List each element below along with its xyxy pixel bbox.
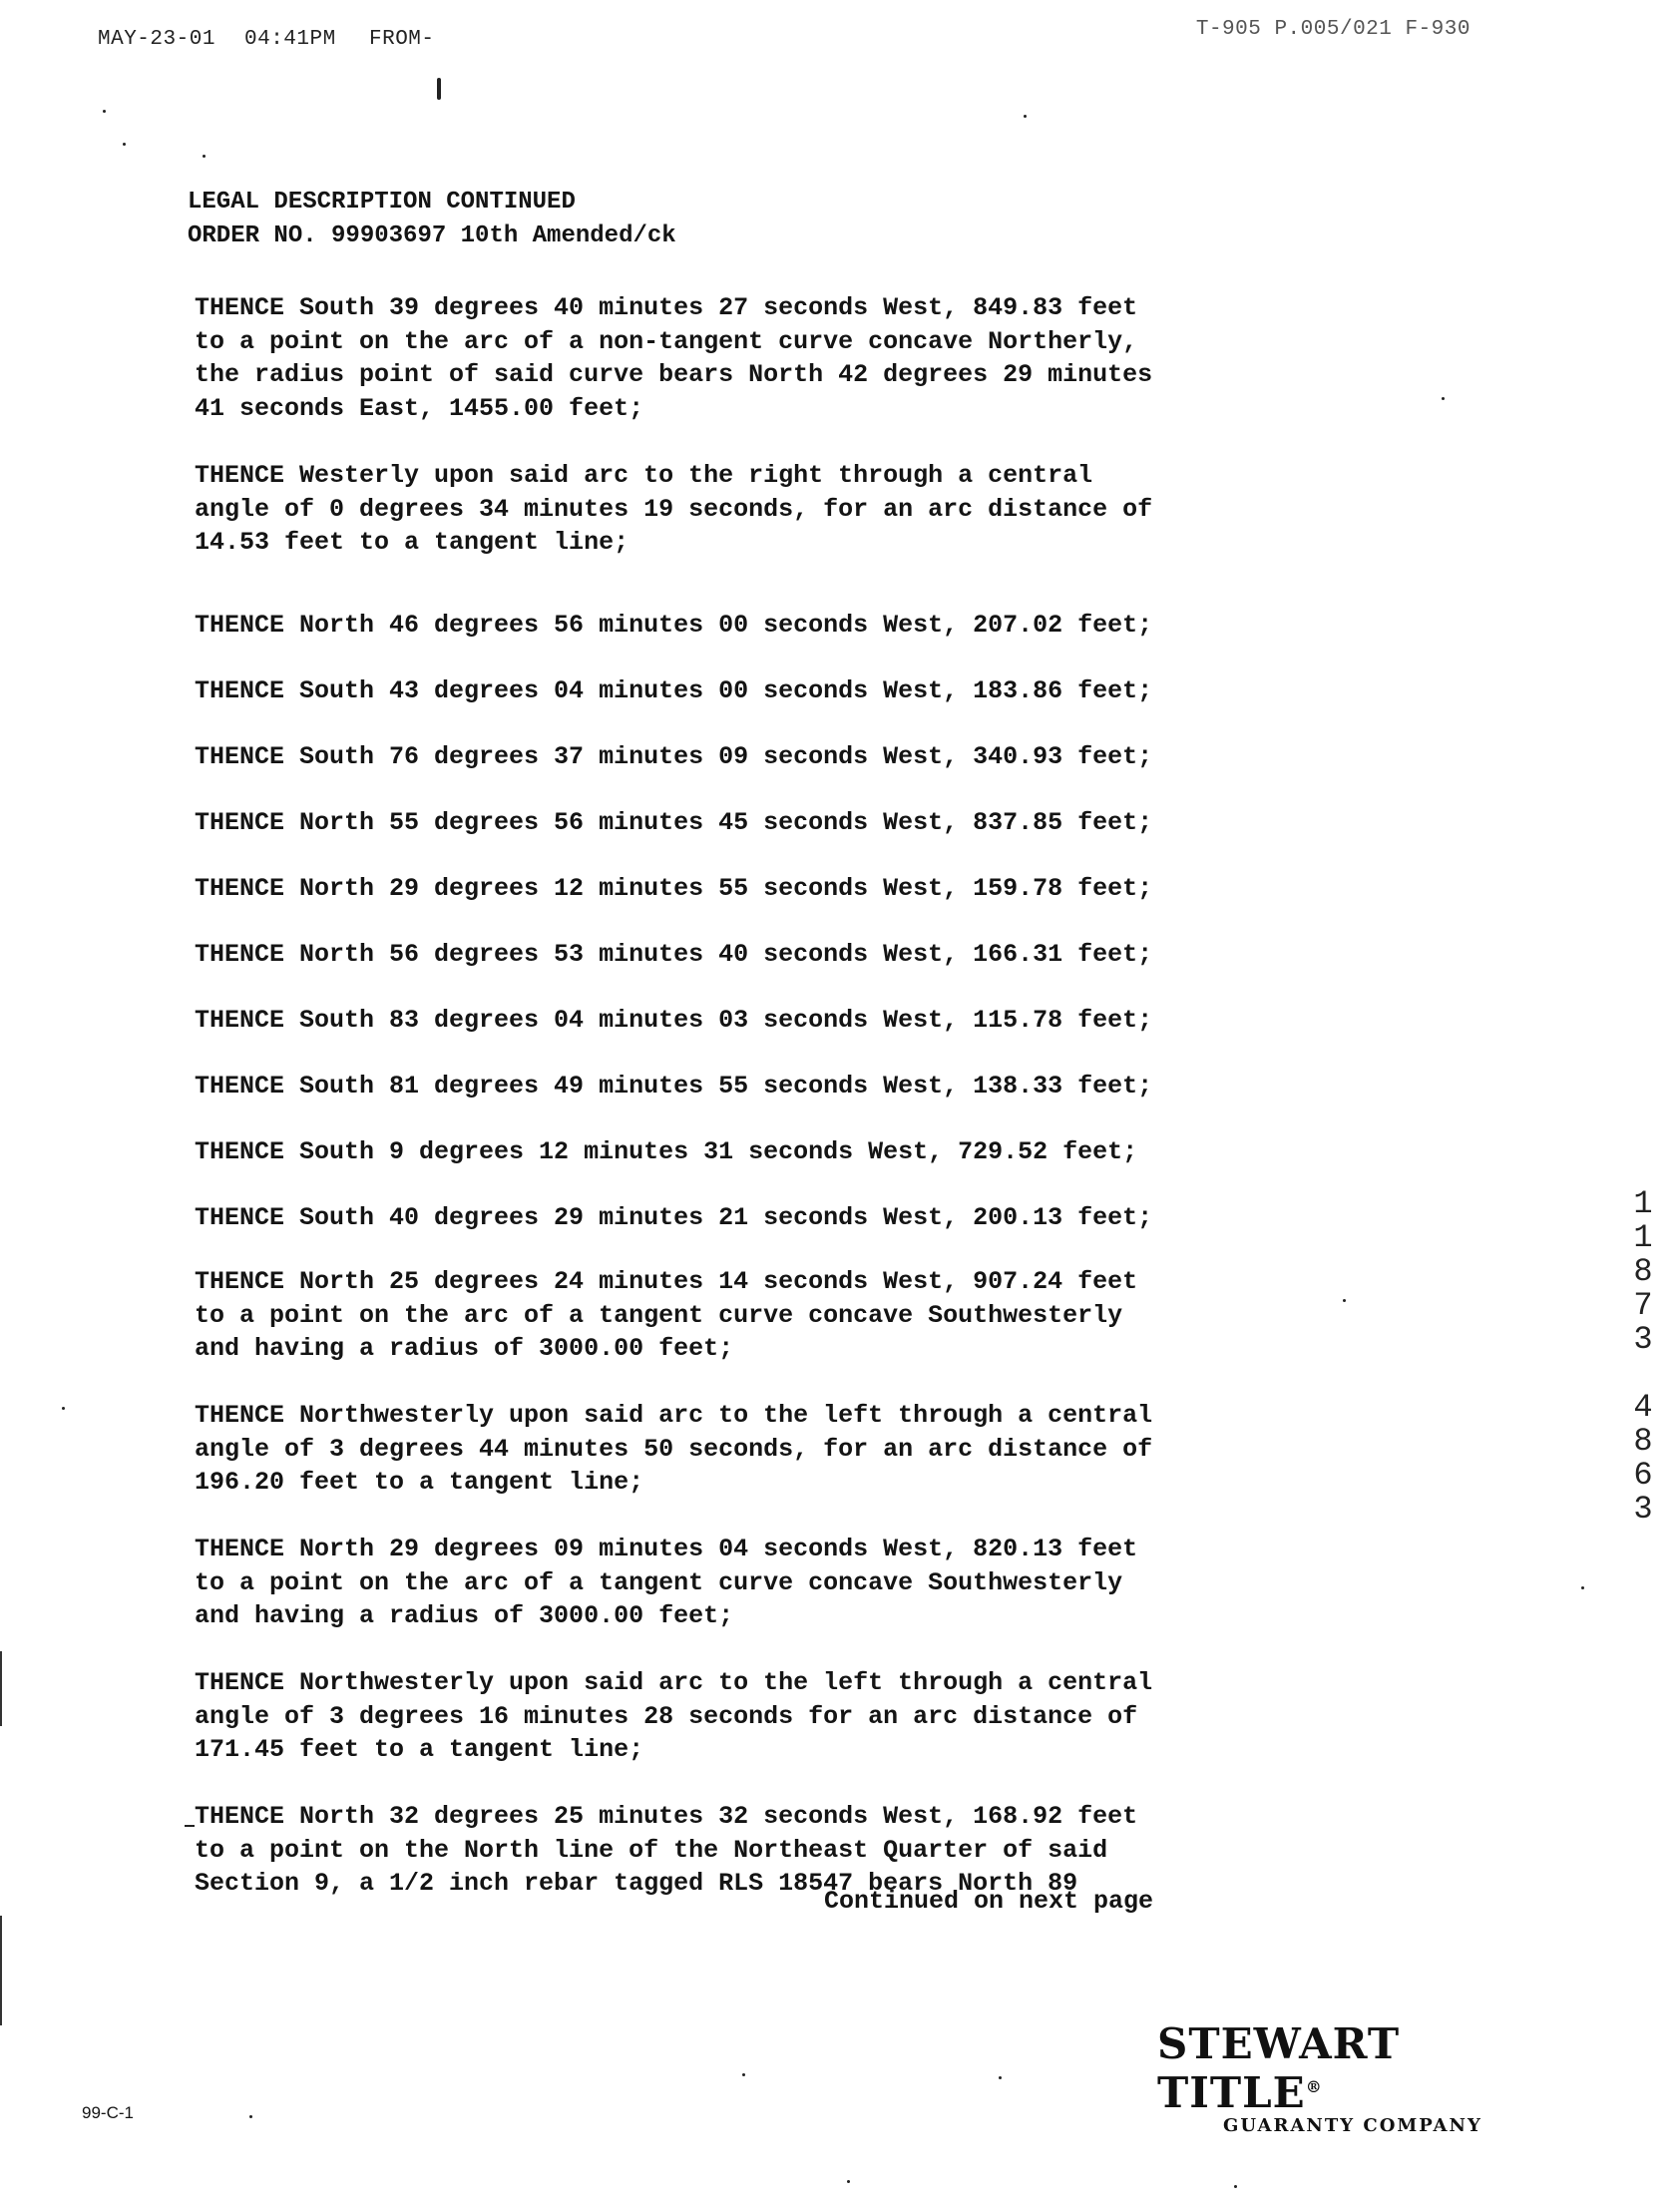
scan-speck [1343, 1299, 1346, 1302]
fax-from: FROM- [369, 28, 435, 51]
paragraph-line: Section 9, a 1/2 inch rebar tagged RLS 18547 bears North 89 [195, 1869, 1078, 1898]
paragraph-line: THENCE North 25 degrees 24 minutes 14 seconds West, 907.24 feet [195, 1267, 1138, 1296]
legal-paragraph [195, 674, 1272, 708]
legal-paragraph [195, 459, 1272, 560]
paragraph-line: angle of 0 degrees 34 minutes 19 seconds, for an arc distance of [195, 494, 1153, 524]
stewart-title-logo [1157, 2019, 1576, 2136]
paragraph-line: angle of 3 degrees 44 minutes 50 seconds, for an arc distance of [195, 1434, 1153, 1464]
side-number-digit: 6 [1633, 1457, 1653, 1494]
paragraph-line: to a point on the North line of the Northeast Quarter of said [195, 1835, 1108, 1865]
legal-paragraph [195, 872, 1272, 906]
continued-note: Continued on next page [824, 1887, 1154, 1916]
paragraph-line: THENCE South 39 degrees 40 minutes 27 seconds West, 849.83 feet [195, 293, 1138, 322]
logo-name [1157, 2019, 1576, 2117]
paragraph-line: THENCE Northwesterly upon said arc to the left through a central [195, 1668, 1153, 1697]
scan-speck [249, 2115, 252, 2118]
side-number-digit: 7 [1633, 1287, 1653, 1324]
paragraph-line: and having a radius of 3000.00 feet; [195, 1601, 734, 1630]
side-number-digit: 8 [1633, 1423, 1653, 1460]
paragraph-line: THENCE Westerly upon said arc to the right through a central [195, 461, 1093, 490]
legal-paragraph [195, 1666, 1272, 1767]
legal-paragraph [195, 1070, 1272, 1104]
paragraph-line: 14.53 feet to a tangent line; [195, 528, 630, 557]
paragraph-line: to a point on the arc of a non-tangent curve concave Northerly, [195, 326, 1138, 356]
paragraph-line: to a point on the arc of a tangent curve concave Southwesterly [195, 1567, 1123, 1597]
paragraph-line: THENCE North 29 degrees 09 minutes 04 seconds West, 820.13 feet [195, 1535, 1138, 1563]
legal-paragraph [195, 806, 1272, 840]
side-number-digit: 4 [1633, 1389, 1653, 1426]
legal-paragraph [195, 1533, 1272, 1633]
scan-speck [185, 1825, 195, 1827]
paragraph-line: 171.45 feet to a tangent line; [195, 1735, 644, 1764]
paragraph-line: THENCE South 43 degrees 04 minutes 00 seconds West, 183.86 feet; [195, 676, 1153, 705]
legal-paragraph [195, 938, 1272, 972]
scan-edge-line [0, 1916, 2, 2025]
form-code: 99-C-1 [82, 2103, 134, 2122]
scan-speck [103, 110, 106, 113]
legal-paragraph [195, 1800, 1272, 1901]
scan-edge-line [0, 1651, 2, 1726]
paragraph-line: THENCE North 32 degrees 25 minutes 32 seconds West, 168.92 feet [195, 1802, 1138, 1831]
fax-date: MAY-23-01 [98, 28, 215, 51]
paragraph-line: THENCE South 40 degrees 29 minutes 21 seconds West, 200.13 feet; [195, 1203, 1153, 1232]
scan-speck [62, 1407, 65, 1410]
paragraph-line: to a point on the arc of a tangent curve concave Southwesterly [195, 1300, 1123, 1330]
paragraph-line: THENCE Northwesterly upon said arc to the left through a central [195, 1401, 1153, 1430]
scan-speck [999, 2076, 1002, 2079]
paragraph-line: and having a radius of 3000.00 feet; [195, 1334, 734, 1363]
side-number-digit: 1 [1633, 1185, 1653, 1222]
fax-time: 04:41PM [244, 28, 336, 51]
legal-paragraph [195, 1135, 1272, 1169]
scan-speck [1024, 115, 1027, 118]
paragraph-line: THENCE North 46 degrees 56 minutes 00 seconds West, 207.02 feet; [195, 611, 1153, 640]
scan-speck [742, 2073, 745, 2076]
legal-paragraph [195, 291, 1272, 425]
side-number-digit: 1 [1633, 1219, 1653, 1256]
paragraph-line: angle of 3 degrees 16 minutes 28 seconds for an arc distance of [195, 1701, 1138, 1731]
legal-paragraph [195, 1399, 1272, 1500]
scan-speck [437, 78, 441, 100]
scan-speck [847, 2180, 850, 2183]
fax-page-info: T-905 P.005/021 F-930 [1195, 18, 1470, 41]
title-block [188, 186, 676, 253]
title-line-1: LEGAL DESCRIPTION CONTINUED [188, 189, 576, 216]
scan-speck [1442, 397, 1445, 400]
paragraph-line: the radius point of said curve bears North 42 degrees 29 minutes [195, 360, 1153, 389]
paragraph-line: THENCE South 9 degrees 12 minutes 31 seconds West, 729.52 feet; [195, 1137, 1138, 1166]
paragraph-line: 196.20 feet to a tangent line; [195, 1468, 644, 1497]
legal-paragraph [195, 1004, 1272, 1038]
paragraph-line: THENCE North 56 degrees 53 minutes 40 seconds West, 166.31 feet; [195, 940, 1153, 969]
side-number-digit: 3 [1633, 1321, 1653, 1358]
legal-paragraph [195, 1265, 1272, 1366]
legal-paragraph [195, 609, 1272, 643]
paragraph-line: THENCE South 83 degrees 04 minutes 03 seconds West, 115.78 feet; [195, 1006, 1153, 1035]
scan-speck [1581, 1586, 1584, 1589]
paragraph-line: THENCE North 29 degrees 12 minutes 55 seconds West, 159.78 feet; [195, 874, 1153, 903]
legal-paragraph [195, 1201, 1272, 1235]
scan-speck [1234, 2185, 1237, 2188]
paragraph-line: 41 seconds East, 1455.00 feet; [195, 393, 644, 423]
logo-subtitle: GUARANTY COMPANY [1223, 2115, 1482, 2136]
title-line-2: ORDER NO. 99903697 10th Amended/ck [188, 222, 676, 249]
logo-registered-mark: ® [1305, 2077, 1323, 2096]
side-number-digit: 8 [1633, 1253, 1653, 1290]
logo-name-text: STEWART TITLE [1157, 2019, 1401, 2117]
scan-speck [123, 143, 126, 146]
side-number-digit: 3 [1633, 1491, 1653, 1528]
paragraph-line: THENCE North 55 degrees 56 minutes 45 seconds West, 837.85 feet; [195, 808, 1153, 837]
paragraph-line: THENCE South 81 degrees 49 minutes 55 seconds West, 138.33 feet; [195, 1072, 1153, 1101]
scan-speck [203, 155, 206, 158]
legal-paragraph [195, 740, 1272, 774]
paragraph-line: THENCE South 76 degrees 37 minutes 09 seconds West, 340.93 feet; [195, 742, 1153, 771]
